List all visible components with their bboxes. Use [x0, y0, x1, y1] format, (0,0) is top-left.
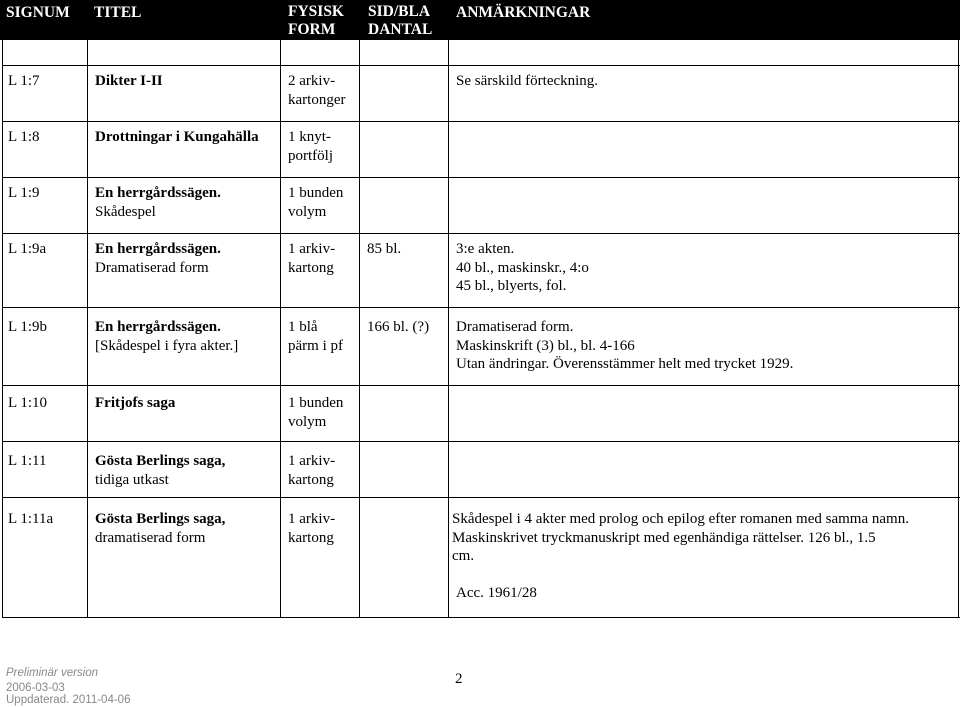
row-title: En herrgårdssägen. [Skådespel i fyra akter.] [95, 319, 239, 354]
column-divider [448, 40, 449, 618]
page-number: 2 [455, 671, 463, 687]
row-divider [2, 307, 960, 308]
row-signum: L 1:11 [8, 453, 47, 469]
row-form: 1 bunden volym [288, 395, 344, 430]
row-signum: L 1:8 [8, 129, 40, 145]
row-divider [2, 121, 960, 122]
row-divider [2, 385, 960, 386]
row-signum: L 1:9 [8, 185, 40, 201]
column-divider [359, 40, 360, 618]
row-form: 2 arkiv- kartonger [288, 73, 346, 108]
row-signum: L 1:9a [8, 241, 47, 257]
row-pages: 166 bl. (?) [367, 319, 430, 335]
row-notes: Skådespel i 4 akter med prolog och epilog efter romanen med samma namn. Maskinskrivet tryckmanuskript med egenhändiga rättelser. 126 bl., 1.5 cm. Acc. 1961/28 [452, 511, 909, 601]
row-title: Fritjofs saga [95, 395, 176, 411]
row-title: En herrgårdssägen. Skådespel [95, 185, 221, 220]
row-signum: L 1:10 [8, 395, 48, 411]
footer-status: Preliminär version [6, 667, 99, 679]
row-form: 1 arkiv- kartong [288, 453, 336, 488]
row-divider [2, 65, 960, 66]
row-signum: L 1:9b [8, 319, 48, 335]
column-divider [280, 40, 281, 618]
footer-updated: Uppdaterad. 2011-04-06 [6, 694, 131, 706]
column-divider [958, 40, 959, 618]
table-header [0, 0, 960, 40]
row-form: 1 arkiv- kartong [288, 511, 336, 546]
row-notes: 3:e akten. 40 bl., maskinskr., 4:o 45 bl., blyerts, fol. [456, 241, 589, 294]
row-title: En herrgårdssägen. Dramatiserad form [95, 241, 221, 276]
row-title: Gösta Berlings saga, tidiga utkast [95, 453, 226, 488]
footer-date: 2006-03-03 [6, 682, 65, 694]
row-form: 1 arkiv- kartong [288, 241, 336, 276]
row-divider [2, 497, 960, 498]
row-divider [2, 177, 960, 178]
header-sid-bladantal: SID/BLA DANTAL [368, 3, 433, 38]
row-title: Gösta Berlings saga, dramatiserad form [95, 511, 226, 546]
row-pages: 85 bl. [367, 241, 402, 257]
header-signum: SIGNUM [6, 4, 70, 21]
row-notes: Se särskild förteckning. [456, 73, 599, 89]
row-signum: L 1:7 [8, 73, 40, 89]
row-title: Dikter I-II [95, 73, 163, 89]
row-divider [2, 617, 960, 618]
row-divider [2, 441, 960, 442]
row-form: 1 knyt- portfölj [288, 129, 333, 164]
row-divider [2, 233, 960, 234]
header-anmarkningar: ANMÄRKNINGAR [456, 4, 591, 21]
row-title: Drottningar i Kungahälla [95, 129, 259, 145]
column-divider [2, 40, 3, 618]
row-signum: L 1:11a [8, 511, 54, 527]
column-divider [87, 40, 88, 618]
row-notes: Dramatiserad form. Maskinskrift (3) bl., bl. 4-166 Utan ändringar. Överensstämmer helt med trycket 1929. [456, 319, 794, 372]
row-form: 1 bunden volym [288, 185, 344, 220]
header-titel: TITEL [94, 4, 142, 21]
row-form: 1 blå pärm i pf [288, 319, 343, 354]
header-fysisk-form: FYSISK FORM [288, 3, 344, 38]
